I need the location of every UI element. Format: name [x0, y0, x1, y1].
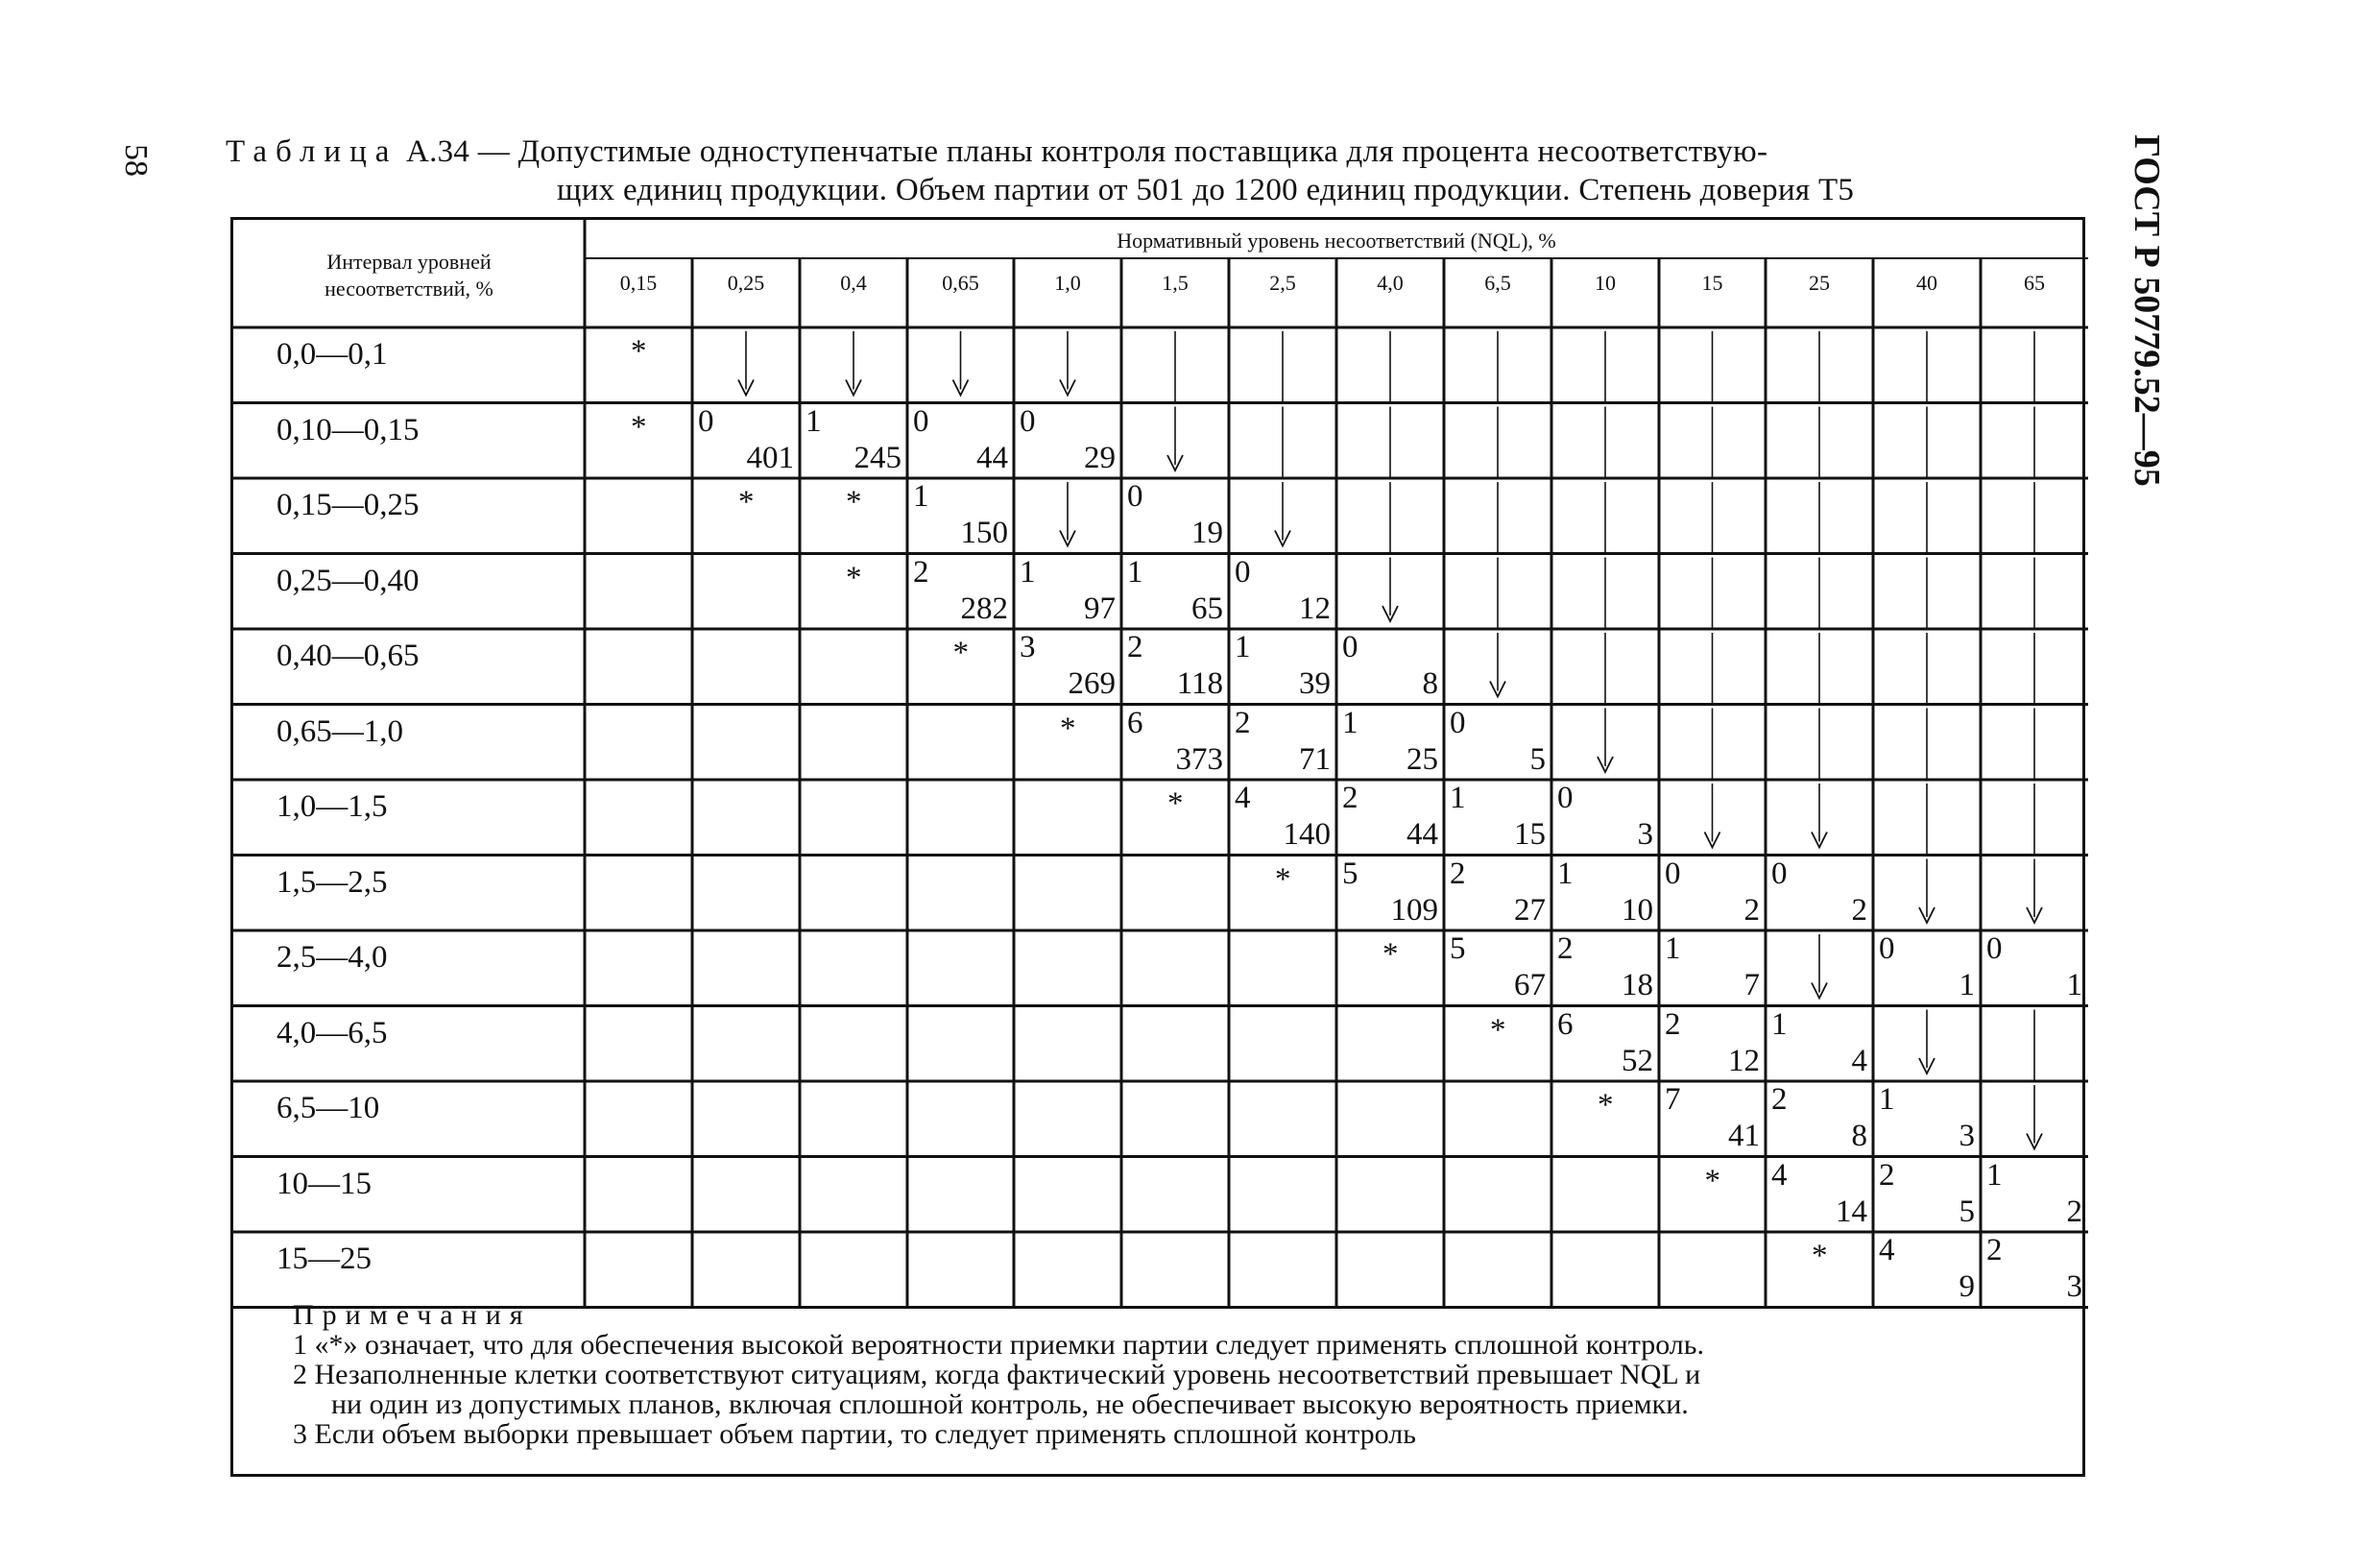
acceptance-number: 4: [1879, 1233, 1895, 1267]
full-inspection-mark: *: [846, 485, 862, 519]
sample-size: 12: [1728, 1043, 1760, 1078]
sample-size: 27: [1514, 892, 1546, 928]
nql-level-header: 40: [1916, 271, 1937, 295]
sample-size: 2: [1851, 892, 1867, 928]
acceptance-number: 0: [1879, 931, 1895, 966]
sample-size: 67: [1514, 968, 1546, 1002]
note-3: 3 Если объем выборки превышает объем партии, то следует применять сплошной контроль: [293, 1418, 1416, 1450]
acceptance-number: 1: [913, 479, 929, 514]
sample-size: 3: [1959, 1119, 1975, 1153]
note-1: 1 «*» означает, что для обеспечения высокой вероятности приемки партии следует применять сплошной контроль.: [293, 1329, 1704, 1361]
nql-level-header: 2,5: [1269, 271, 1296, 295]
sample-size: 140: [1283, 817, 1331, 852]
acceptance-number: 0: [1557, 781, 1574, 815]
acceptance-number: 0: [1342, 630, 1358, 664]
row-interval-label: 0,15—0,25: [276, 488, 420, 522]
acceptance-number: 0: [1665, 856, 1681, 891]
nql-level-header: 0,4: [840, 271, 867, 295]
full-inspection-mark: *: [846, 560, 862, 595]
sample-size: 2: [2066, 1194, 2082, 1229]
full-inspection-mark: *: [631, 334, 647, 369]
acceptance-number: 0: [1986, 931, 2003, 966]
nql-level-header: 25: [1809, 271, 1830, 295]
acceptance-number: 6: [1557, 1006, 1574, 1042]
sample-size: 109: [1390, 892, 1438, 928]
caption-label: Таблица: [226, 134, 398, 169]
sample-size: 12: [1299, 591, 1331, 626]
sample-size: 7: [1743, 968, 1760, 1002]
acceptance-number: 0: [1771, 856, 1788, 891]
table-grid: [233, 220, 2088, 1480]
acceptance-number: 1: [1450, 781, 1466, 815]
acceptance-number: 0: [698, 403, 714, 439]
row-interval-label: 1,5—2,5: [276, 864, 388, 900]
sample-size: 18: [1622, 968, 1653, 1002]
acceptance-number: 2: [913, 554, 929, 590]
acceptance-number: 0: [1235, 554, 1251, 590]
sample-size: 3: [1637, 817, 1653, 852]
sample-size: 1: [2066, 968, 2082, 1002]
acceptance-number: 1: [1665, 931, 1681, 966]
nql-level-header: 10: [1595, 271, 1616, 295]
acceptance-number: 2: [1557, 931, 1574, 966]
row-interval-label: 0,65—1,0: [276, 713, 403, 749]
full-inspection-mark: *: [631, 409, 647, 445]
sample-size: 373: [1175, 741, 1223, 777]
acceptance-number: 2: [1450, 856, 1466, 891]
sample-size: 97: [1084, 591, 1116, 626]
row-interval-label: 10—15: [276, 1166, 372, 1201]
acceptance-number: 1: [1342, 705, 1358, 740]
sample-size: 71: [1299, 741, 1331, 777]
row-interval-label: 0,10—0,15: [276, 412, 420, 447]
full-inspection-mark: *: [1167, 786, 1184, 821]
document-standard-title: ГОСТ Р 50779.52—95: [2127, 134, 2167, 487]
acceptance-number: 0: [1450, 705, 1466, 740]
sample-size: 245: [853, 440, 902, 475]
acceptance-number: 4: [1771, 1157, 1788, 1193]
acceptance-number: 1: [1020, 554, 1036, 590]
acceptance-number: 2: [1665, 1006, 1681, 1042]
acceptance-number: 1: [1879, 1082, 1895, 1117]
sample-size: 39: [1299, 666, 1331, 701]
acceptance-number: 7: [1665, 1082, 1681, 1117]
full-inspection-mark: *: [1490, 1012, 1506, 1048]
full-inspection-mark: *: [1275, 861, 1291, 897]
acceptance-number: 2: [1342, 781, 1358, 815]
sample-size: 282: [960, 591, 1008, 626]
row-interval-label: 15—25: [276, 1242, 372, 1276]
acceptance-number: 2: [1235, 705, 1251, 740]
notes: [293, 1300, 2069, 1449]
nql-level-header: 15: [1701, 271, 1723, 295]
nql-level-header: 0,65: [942, 271, 979, 295]
table-caption: [226, 133, 2069, 209]
sample-size: 8: [1851, 1119, 1867, 1153]
sample-size: 52: [1622, 1043, 1653, 1078]
note-2: 2 Незаполненные клетки соответствуют ситуациям, когда фактический уровень несоответствий превышает NQL и: [293, 1359, 1701, 1390]
row-interval-label: 2,5—4,0: [276, 940, 388, 975]
acceptance-number: 6: [1127, 705, 1143, 740]
sample-size: 15: [1514, 817, 1546, 852]
acceptance-number: 1: [1557, 856, 1574, 891]
acceptance-number: 1: [1986, 1157, 2003, 1193]
sample-size: 10: [1622, 892, 1653, 928]
full-inspection-mark: *: [1598, 1088, 1614, 1122]
row-interval-label: 4,0—6,5: [276, 1015, 388, 1050]
row-interval-label: 6,5—10: [276, 1091, 380, 1125]
acceptance-number: 1: [805, 403, 822, 439]
sample-size: 29: [1084, 440, 1116, 475]
full-inspection-mark: *: [1060, 711, 1076, 746]
acceptance-number: 0: [1127, 479, 1143, 514]
sample-size: 44: [1406, 817, 1438, 852]
page-number: 58: [118, 144, 154, 177]
notes-title: Примечания: [293, 1299, 532, 1331]
sample-size: 118: [1176, 666, 1223, 701]
interval-header-line-1: Интервал уровней: [326, 250, 492, 274]
interval-header-line-2: несоответствий, %: [325, 277, 493, 301]
acceptance-number: 5: [1342, 856, 1358, 891]
sample-size: 5: [1529, 741, 1546, 777]
nql-table: [230, 217, 2085, 1477]
nql-header: Нормативный уровень несоответствий (NQL), %: [1117, 229, 1556, 253]
sample-size: 401: [746, 440, 794, 475]
acceptance-number: 1: [1235, 630, 1251, 664]
sample-size: 9: [1959, 1269, 1975, 1304]
acceptance-number: 3: [1020, 630, 1036, 664]
nql-level-header: 1,5: [1162, 271, 1189, 295]
interval-header: [233, 249, 585, 302]
nql-level-header: 4,0: [1377, 271, 1404, 295]
acceptance-number: 0: [1020, 403, 1036, 439]
sample-size: 19: [1191, 516, 1223, 550]
sample-size: 8: [1422, 666, 1438, 701]
nql-level-header: 0,25: [727, 271, 765, 295]
acceptance-number: 2: [1127, 630, 1143, 664]
caption-line-1: А.34 — Допустимые одноступенчатые планы контроля поставщика для процента несоответствую-: [405, 134, 1768, 169]
full-inspection-mark: *: [1704, 1163, 1720, 1198]
sample-size: 4: [1851, 1043, 1867, 1078]
full-inspection-mark: *: [952, 636, 969, 670]
sample-size: 5: [1959, 1194, 1975, 1229]
sample-size: 3: [2066, 1269, 2082, 1304]
sample-size: 1: [1959, 968, 1975, 1002]
sample-size: 14: [1836, 1194, 1867, 1229]
nql-level-header: 0,15: [619, 271, 658, 295]
acceptance-number: 1: [1127, 554, 1143, 590]
full-inspection-mark: *: [1812, 1239, 1828, 1273]
acceptance-number: 0: [913, 403, 929, 439]
nql-level-header: 6,5: [1484, 271, 1511, 295]
row-interval-label: 1,0—1,5: [276, 789, 388, 824]
sample-size: 44: [976, 440, 1008, 475]
caption-line-2: щих единиц продукции. Объем партии от 501 до 1200 единиц продукции. Степень доверия Т5: [557, 173, 1855, 207]
acceptance-number: 4: [1235, 781, 1251, 815]
acceptance-number: 2: [1771, 1082, 1788, 1117]
sample-size: 41: [1728, 1119, 1760, 1153]
full-inspection-mark: *: [1382, 937, 1399, 972]
sample-size: 150: [960, 516, 1008, 550]
sample-size: 25: [1406, 741, 1438, 777]
sample-size: 269: [1068, 666, 1116, 701]
sample-size: 65: [1191, 591, 1223, 626]
acceptance-number: 2: [1879, 1157, 1895, 1193]
nql-level-header: 65: [2024, 271, 2045, 295]
sample-size: 2: [1743, 892, 1760, 928]
acceptance-number: 1: [1771, 1006, 1788, 1042]
acceptance-number: 5: [1450, 931, 1466, 966]
row-interval-label: 0,0—0,1: [276, 337, 388, 372]
nql-level-header: 1,0: [1054, 271, 1081, 295]
acceptance-number: 2: [1986, 1233, 2003, 1267]
note-2-continued: ни один из допустимых планов, включая сплошной контроль, не обеспечивает высокую вероятность приемки.: [331, 1388, 1689, 1420]
row-interval-label: 0,40—0,65: [276, 639, 420, 673]
row-interval-label: 0,25—0,40: [276, 563, 420, 598]
full-inspection-mark: *: [738, 485, 755, 519]
